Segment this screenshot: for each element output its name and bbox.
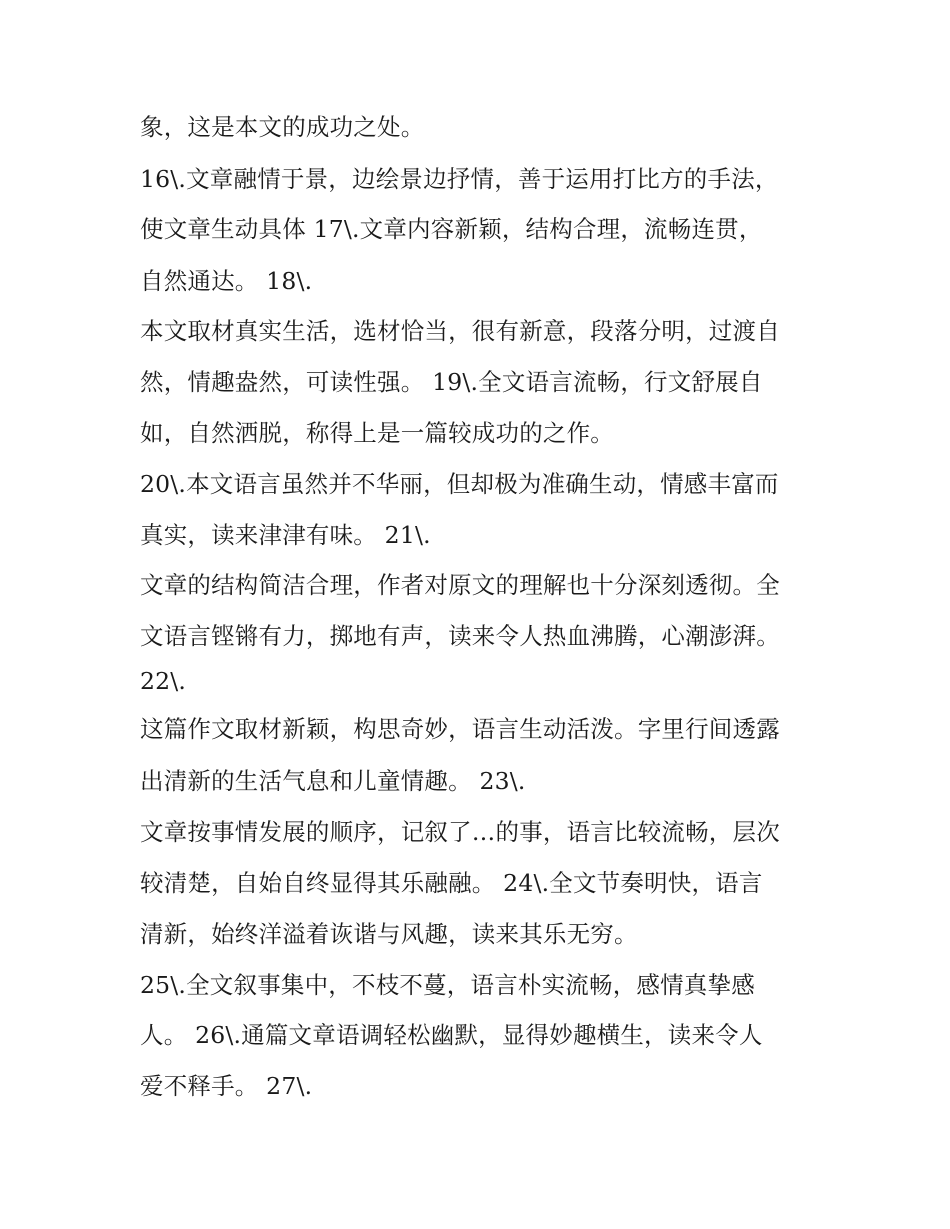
text-line: 文语言铿锵有力，掷地有声，读来令人热血沸腾，心潮澎湃。 bbox=[140, 622, 780, 650]
text-line: 使文章生动具体 17\.文章内容新颖，结构合理，流畅连贯， bbox=[140, 215, 763, 243]
text-line: 较清楚，自始自终显得其乐融融。 24\.全文节奏明快，语言 bbox=[140, 869, 763, 897]
text-line: 本文取材真实生活，选材恰当，很有新意，段落分明，过渡自 bbox=[140, 317, 780, 345]
text-line: 25\.全文叙事集中，不枝不蔓，语言朴实流畅，感情真挚感 bbox=[140, 971, 755, 999]
text-line: 人。 26\.通篇文章语调轻松幽默，显得妙趣横生，读来令人 bbox=[140, 1021, 763, 1049]
text-line: 出清新的生活气息和儿童情趣。 23\. bbox=[140, 767, 526, 795]
text-line: 文章的结构简洁合理，作者对原文的理解也十分深刻透彻。全 bbox=[140, 571, 780, 599]
text-line: 这篇作文取材新颖，构思奇妙，语言生动活泼。字里行间透露 bbox=[140, 715, 780, 743]
text-line: 22\. bbox=[140, 667, 187, 695]
text-line: 清新，始终洋溢着诙谐与风趣，读来其乐无穷。 bbox=[140, 920, 638, 948]
text-line: 象，这是本文的成功之处。 bbox=[140, 113, 425, 141]
text-line: 自然通达。 18\. bbox=[140, 267, 313, 295]
text-line: 16\.文章融情于景，边绘景边抒情，善于运用打比方的手法， bbox=[140, 165, 779, 193]
text-line: 真实，读来津津有味。 21\. bbox=[140, 521, 431, 549]
text-line: 20\.本文语言虽然并不华丽，但却极为准确生动，情感丰富而 bbox=[140, 470, 779, 498]
text-line: 然，情趣盎然，可读性强。 19\.全文语言流畅，行文舒展自 bbox=[140, 368, 763, 396]
text-line: 文章按事情发展的顺序，记叙了…的事，语言比较流畅，层次 bbox=[140, 818, 780, 846]
text-line: 如，自然洒脱，称得上是一篇较成功的之作。 bbox=[140, 419, 614, 447]
text-line: 爱不释手。 27\. bbox=[140, 1072, 313, 1100]
